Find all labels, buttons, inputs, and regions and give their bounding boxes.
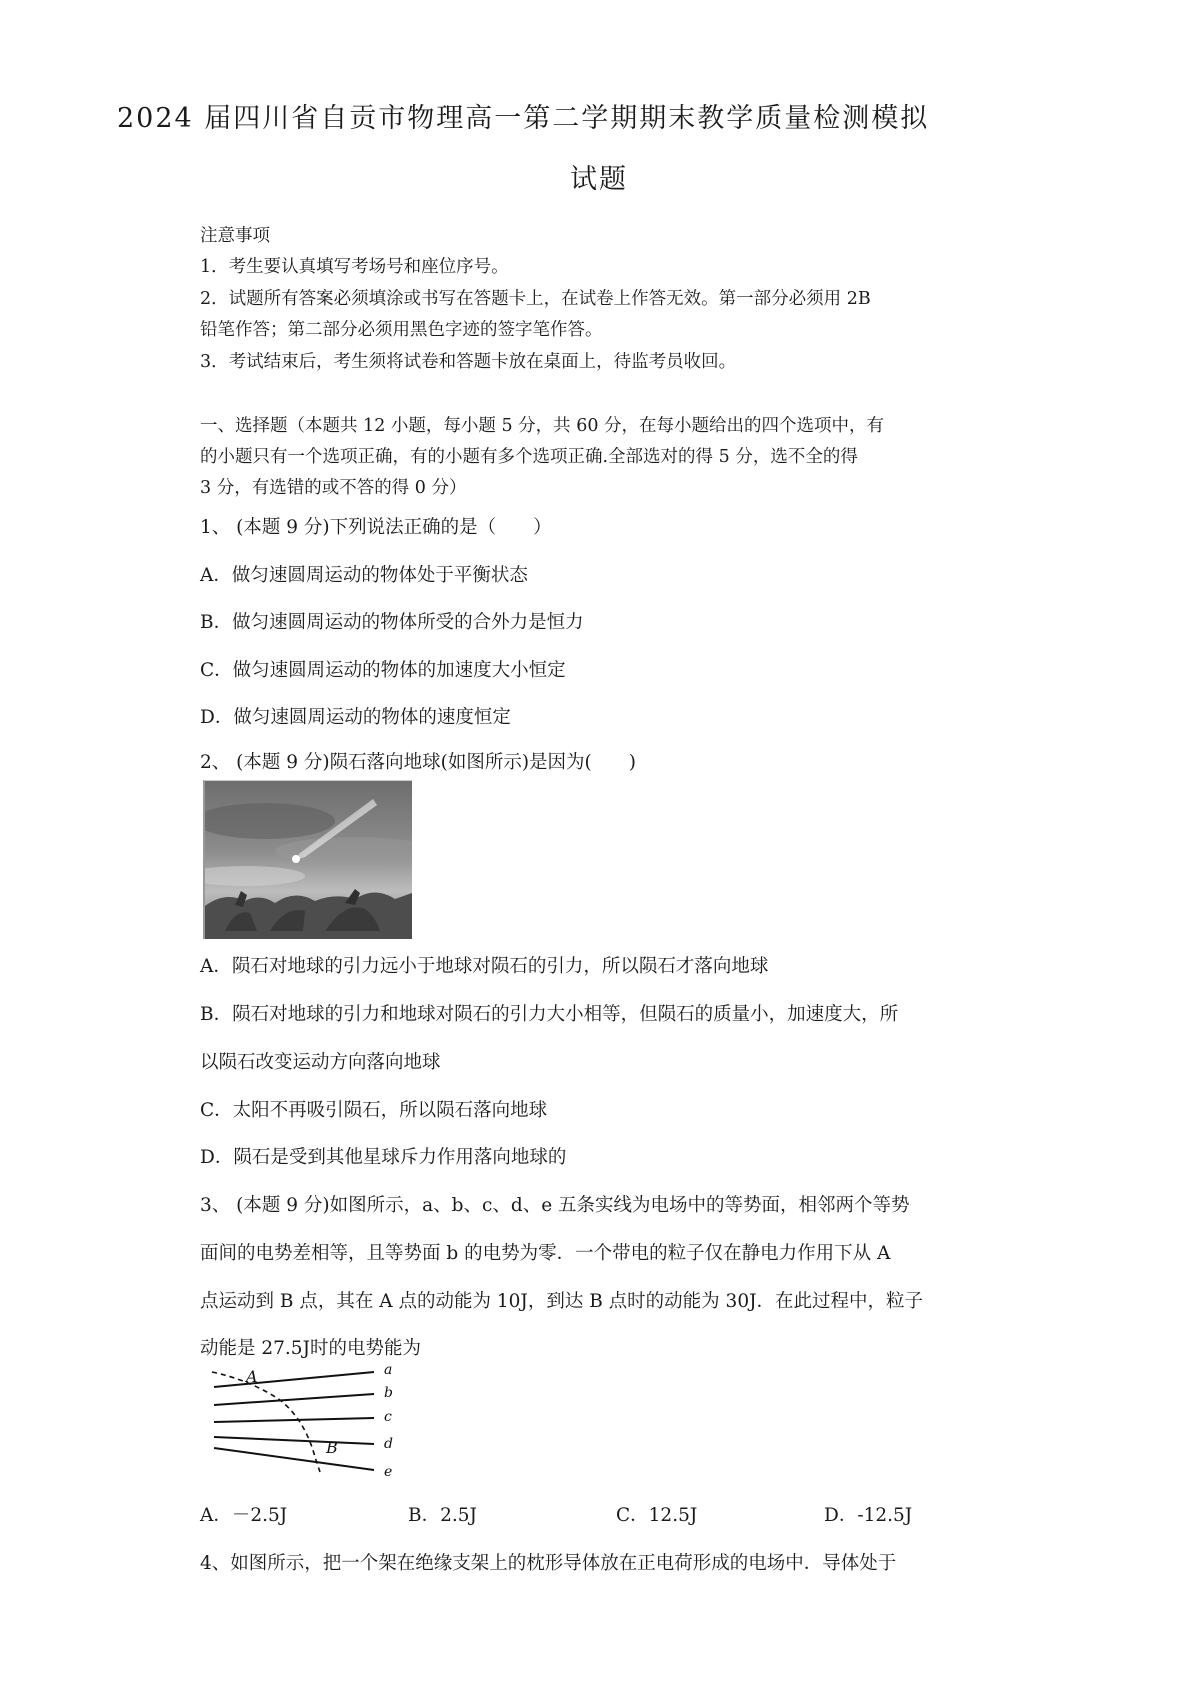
notice-item-3: 3．考试结束后，考生须将试卷和答题卡放在桌面上，待监考员收回。	[200, 352, 737, 372]
question-2-option-a: A．陨石对地球的引力远小于地球对陨石的引力，所以陨石才落向地球	[200, 956, 769, 977]
notice-item-1: 1．考生要认真填写考场号和座位序号。	[200, 257, 509, 277]
question-2-option-d: D．陨石是受到其他星球斥力作用落向地球的	[200, 1147, 567, 1168]
question-3-stem-line-4: 动能是 27.5J时的电势能为	[200, 1338, 421, 1359]
notice-item-2-continued: 铅笔作答；第二部分必须用黑色字迹的签字笔作答。	[200, 320, 603, 340]
question-3-stem-line-2: 面间的电势差相等，且等势面 b 的电势为零．一个带电的粒子仅在静电力作用下从 A	[200, 1243, 891, 1264]
page-title: 2024 届四川省自贡市物理高一第二学期期末教学质量检测模拟	[117, 103, 930, 134]
question-2-option-b-continued: 以陨石改变运动方向落向地球	[200, 1052, 441, 1073]
question-3-option-c: C．12.5J	[616, 1505, 698, 1526]
point-a-label: A	[246, 1367, 258, 1386]
line-e-label: e	[384, 1464, 393, 1480]
point-b-label: B	[326, 1438, 338, 1457]
line-b-label: b	[384, 1385, 393, 1401]
question-1-option-b: B．做匀速圆周运动的物体所受的合外力是恒力	[200, 612, 584, 633]
line-c-label: c	[384, 1409, 392, 1425]
question-1-stem: 1、 (本题 9 分)下列说法正确的是（ ）	[200, 517, 552, 538]
section-instructions: 一、选择题（本题共 12 小题，每小题 5 分，共 60 分，在每小题给出的四个选项中，有	[200, 416, 885, 436]
question-3-option-d: D．-12.5J	[824, 1505, 913, 1526]
equipotential-figure	[210, 1362, 400, 1480]
question-3-option-b: B．2.5J	[408, 1505, 477, 1526]
question-1-option-c: C．做匀速圆周运动的物体的加速度大小恒定	[200, 660, 566, 681]
section-instructions-line-3: 3 分，有选错的或不答的得 0 分）	[200, 478, 467, 498]
question-3-stem-line-3: 点运动到 B 点，其在 A 点的动能为 10J，到达 B 点时的动能为 30J．在此过程中，粒子	[200, 1291, 924, 1312]
meteorite-photo	[203, 780, 412, 939]
question-3-stem: 3、 (本题 9 分)如图所示，a、b、c、d、e 五条实线为电场中的等势面，相邻两个等势	[200, 1195, 910, 1216]
line-a-label: a	[384, 1362, 393, 1378]
question-3-option-a: A．－2.5J	[200, 1505, 288, 1526]
question-1-option-a: A．做匀速圆周运动的物体处于平衡状态	[200, 565, 528, 586]
page-title-continued: 试题	[570, 164, 628, 195]
notice-item-2: 2．试题所有答案必须填涂或书写在答题卡上，在试卷上作答无效。第一部分必须用 2B	[200, 289, 871, 309]
question-2-stem: 2、 (本题 9 分)陨石落向地球(如图所示)是因为( )	[200, 752, 636, 773]
section-instructions-line-2: 的小题只有一个选项正确，有的小题有多个选项正确.全部选对的得 5 分，选不全的得	[200, 447, 858, 467]
question-2-option-b: B．陨石对地球的引力和地球对陨石的引力大小相等，但陨石的质量小，加速度大，所	[200, 1004, 899, 1025]
question-1-option-d: D．做匀速圆周运动的物体的速度恒定	[200, 707, 511, 728]
question-4-stem: 4、如图所示，把一个架在绝缘支架上的枕形导体放在正电荷形成的电场中．导体处于	[200, 1553, 897, 1574]
notice-heading: 注意事项	[200, 226, 270, 246]
line-d-label: d	[384, 1436, 393, 1452]
question-2-option-c: C．太阳不再吸引陨石，所以陨石落向地球	[200, 1100, 548, 1121]
